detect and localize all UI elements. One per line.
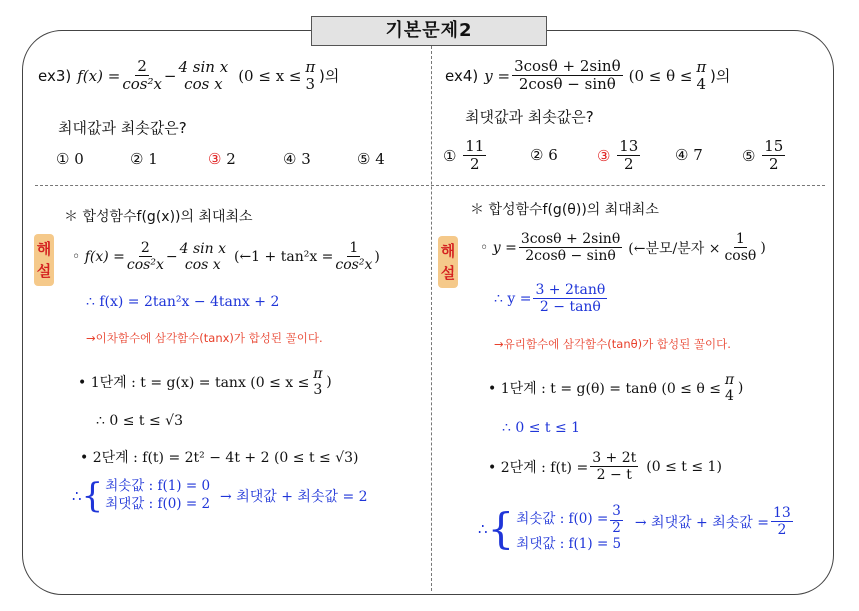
horizontal-divider	[35, 185, 825, 186]
ex4-max: 최댓값 : f(1) = 5	[516, 536, 622, 553]
ex3-fraction-2: 4 sin x cos x	[178, 57, 229, 93]
ex3-answer: → 최댓값 + 최솟값 = 2	[220, 488, 368, 505]
ex3-label: ex3)	[38, 66, 72, 85]
ex4-step0: ◦ y = $\frac{3\cos\theta + 2\sin\theta}{2\cos\theta - \sin\theta}$ (←분모/분자 × $\frac{1}{\cos\theta}$ )	[480, 231, 766, 265]
ex3-choice-1[interactable]: ① 0	[56, 150, 84, 168]
ex4-result: ∴ y = $\frac{3 + 2\tan\theta}{2 - \tan\theta}$	[494, 282, 606, 316]
ex3-conclusion: ∴ { 최솟값 : f(1) = 0 최댓값 : f(0) = 2 → 최댓값 + 최솟값 = 2	[72, 475, 368, 516]
ex3-domain-bound: π 3	[305, 57, 316, 93]
ex4-note: →유리함수에 삼각함수(tanθ)가 합성된 꼴이다.	[494, 337, 731, 351]
ex4-min: 최솟값 : f(0) = $\frac{3}{2}$	[516, 503, 621, 536]
ex4-range: ∴ 0 ≤ t ≤ 1	[502, 420, 581, 436]
ex3-problem: ex3) f(x) = $\frac{2}{\text{cos²x}}$ − 4 sin x cos x (0 ≤ x ≤ π 3 )의	[38, 57, 340, 94]
ex4-problem: ex4) y = $\frac{3\cos\theta + 2\sin\theta}{2\cos\theta - \sin\theta}$ (0 ≤ θ ≤ π 4 )의	[445, 57, 731, 94]
ex3-min: 최솟값 : f(1) = 0	[105, 478, 211, 494]
ex4-choice-2[interactable]: ② 6	[530, 146, 558, 164]
ex3-note: →이차함수에 삼각함수(tanx)가 합성된 꼴이다.	[86, 331, 323, 345]
ex4-solution-heading: ＊ 합성함수f(g(θ))의 최대최소	[470, 202, 659, 218]
correct-answer-mark: ③	[208, 150, 222, 168]
ex3-result: ∴ f(x) = 2tan²x − 4tanx + 2	[86, 294, 280, 310]
ex4-step2: • 2단계 : f(t) = $\frac{3 + 2t}{2 - t}$ (0 ≤ t ≤ 1)	[488, 450, 722, 484]
ex4-choice-1[interactable]: ① $\frac{11}{2}$	[443, 137, 485, 174]
ex4-conclusion: ∴ { 최솟값 : f(0) = $\frac{3}{2}$ 최댓값 : f(1) = 5 → 최댓값 + 최솟값 = $\frac{13}{2}$	[478, 504, 795, 554]
ex3-choice-5[interactable]: ⑤ 4	[357, 150, 385, 168]
ex4-solution-badge: 해설	[438, 236, 458, 288]
ex3-function-lhs: f(x) =	[77, 66, 121, 85]
ex4-fraction: $\frac{3\cos\theta + 2\sin\theta}{2\cos\theta - \sin\theta}$	[514, 57, 621, 94]
ex3-step1: • 1단계 : t = g(x) = tanx (0 ≤ x ≤ π 3 )	[78, 366, 332, 399]
ex4-choice-4[interactable]: ④ 7	[675, 146, 703, 164]
page-title: 기본문제2	[311, 16, 547, 46]
ex3-choice-3[interactable]: ③ 2	[208, 150, 236, 168]
ex3-max: 최댓값 : f(0) = 2	[105, 495, 211, 512]
ex3-choice-2[interactable]: ② 1	[130, 150, 158, 168]
ex3-fraction-1: $\frac{2}{\text{cos²x}}$	[122, 57, 162, 94]
ex4-choice-3[interactable]: ③ $\frac{13}{2}$	[597, 137, 639, 174]
ex4-label: ex4)	[445, 66, 479, 85]
vertical-divider	[431, 46, 432, 591]
ex3-question: 최대값과 최솟값은?	[58, 119, 187, 137]
ex4-answer: → 최댓값 + 최솟값 = $\frac{13}{2}$	[634, 505, 791, 539]
ex4-step1: • 1단계 : t = g(θ) = tanθ (0 ≤ θ ≤ π 4 )	[488, 372, 744, 405]
ex3-step2: • 2단계 : f(t) = 2t² − 4t + 2 (0 ≤ t ≤ √3)	[80, 450, 359, 466]
ex3-step0: ◦ f(x) = $\frac{2}{\text{cos²x}}$ − 4 sin x cos x (←1 + tan²x = $\frac{1}{\text{cos²x}}$ )	[72, 240, 380, 274]
ex3-choice-4[interactable]: ④ 3	[283, 150, 311, 168]
correct-answer-mark: ③	[597, 146, 611, 165]
ex4-question: 최댓값과 최솟값은?	[465, 108, 594, 126]
ex4-choice-5[interactable]: ⑤ $\frac{15}{2}$	[742, 137, 784, 174]
ex3-range: ∴ 0 ≤ t ≤ √3	[96, 413, 183, 429]
ex3-solution-badge: 해설	[34, 234, 54, 286]
ex3-solution-heading: ＊ 합성함수f(g(x))의 최대최소	[64, 209, 253, 225]
ex3-domain: (0 ≤ x ≤	[238, 66, 302, 85]
